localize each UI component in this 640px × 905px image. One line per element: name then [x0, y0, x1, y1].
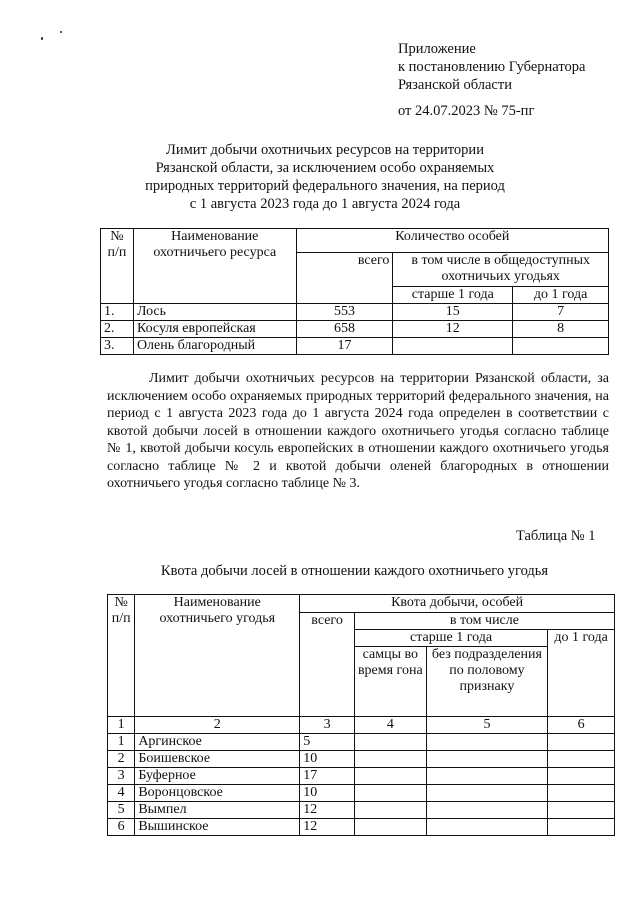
column-number: 6	[548, 717, 615, 734]
total-value: 12	[300, 802, 355, 819]
paragraph-text: Лимит добычи охотничьих ресурсов на территории Рязанской области, за исключением особо охраняемых природных территорий федерального значения, на период с 1 августа 2023 года до 1 августа 2024 года определен в соответствии с квотой добычи лосей в отношении каждого охотничьего угодья согласно таблице № 1, квотой добычи косуль европейских в отношении каждого охотничьего угодья согласно таблице № 2 и квотой добычи оленей благородных в отношении охотничьего угодья согласно таблице № 3.	[107, 371, 609, 491]
column-numbers-row	[108, 717, 615, 734]
table-number-label: Таблица № 1	[516, 528, 596, 544]
row-number: 2.	[101, 321, 134, 338]
table-row	[108, 751, 615, 768]
col-header-resource: Наименование охотничьего ресурса	[133, 229, 296, 304]
row-number: 4	[108, 785, 135, 802]
title-line: с 1 августа 2023 года до 1 августа 2024 года	[189, 196, 461, 212]
table-row	[108, 785, 615, 802]
row-number: 1	[108, 734, 135, 751]
grounds-name: Аргинское	[135, 734, 300, 751]
table-row	[101, 321, 609, 338]
col-header-total: всего	[300, 613, 355, 717]
column-number: 4	[354, 717, 426, 734]
older-value: 12	[393, 321, 513, 338]
total-value: 10	[300, 751, 355, 768]
grounds-name: Буферное	[135, 768, 300, 785]
grounds-name: Вымпел	[135, 802, 300, 819]
grounds-name: Вышинское	[135, 819, 300, 836]
col-header-older: старше 1 года	[354, 630, 547, 647]
header-line: Приложение	[398, 41, 476, 57]
col-header-no-sex-division: без подразделения по половому признаку	[426, 647, 547, 717]
col-header-quantity: Количество особей	[296, 229, 608, 253]
column-number: 1	[108, 717, 135, 734]
table-title: Квота добычи лосей в отношении каждого охотничьего угодья	[160, 563, 549, 579]
col-header-grounds: Наименование охотничьего угодья	[135, 595, 300, 717]
total-value: 17	[300, 768, 355, 785]
table-row	[108, 768, 615, 785]
header-line: Рязанской области	[398, 77, 512, 93]
total-value: 658	[296, 321, 393, 338]
resource-name: Олень благородный	[133, 338, 296, 355]
older-value	[393, 338, 513, 355]
col-header-number: № п/п	[108, 595, 135, 717]
total-value: 553	[296, 304, 393, 321]
grounds-name: Воронцовское	[135, 785, 300, 802]
total-value: 5	[300, 734, 355, 751]
body-paragraph	[107, 370, 609, 493]
table-row	[108, 734, 615, 751]
resource-name: Лось	[133, 304, 296, 321]
under-value	[513, 338, 609, 355]
col-header-including: в том числе	[354, 613, 614, 630]
total-value: 17	[296, 338, 393, 355]
older-value: 15	[393, 304, 513, 321]
scan-speck	[41, 37, 43, 40]
column-number: 3	[300, 717, 355, 734]
table-row	[101, 338, 609, 355]
col-header-number: № п/п	[101, 229, 134, 304]
col-header-older: старше 1 года	[393, 287, 513, 304]
column-number: 2	[135, 717, 300, 734]
title-line: природных территорий федерального значения, на период	[145, 178, 505, 194]
column-number: 5	[426, 717, 547, 734]
moose-quota-table	[107, 594, 615, 836]
col-header-males-rut: самцы во время гона	[354, 647, 426, 717]
row-number: 6	[108, 819, 135, 836]
row-number: 2	[108, 751, 135, 768]
row-number: 3	[108, 768, 135, 785]
table-row	[101, 304, 609, 321]
header-date: от 24.07.2023 № 75-пг	[398, 103, 535, 119]
limit-table	[100, 228, 609, 355]
col-header-public-grounds: в том числе в общедоступных охотничьих угодьях	[393, 253, 609, 287]
col-header-quota: Квота добычи, особей	[300, 595, 615, 613]
appendix-header	[398, 40, 585, 120]
under-value: 7	[513, 304, 609, 321]
title-line: Лимит добычи охотничьих ресурсов на территории	[166, 142, 484, 158]
resource-name: Косуля европейская	[133, 321, 296, 338]
document-title	[130, 141, 520, 213]
col-header-under: до 1 года	[513, 287, 609, 304]
scan-speck	[60, 31, 62, 33]
table-row	[108, 819, 615, 836]
col-header-total: всего	[296, 253, 393, 304]
total-value: 12	[300, 819, 355, 836]
row-number: 1.	[101, 304, 134, 321]
row-number: 3.	[101, 338, 134, 355]
header-line: к постановлению Губернатора	[398, 59, 586, 75]
col-header-under: до 1 года	[548, 630, 615, 717]
total-value: 10	[300, 785, 355, 802]
row-number: 5	[108, 802, 135, 819]
table-row	[108, 802, 615, 819]
grounds-name: Боишевское	[135, 751, 300, 768]
under-value: 8	[513, 321, 609, 338]
title-line: Рязанской области, за исключением особо охраняемых	[155, 160, 495, 176]
